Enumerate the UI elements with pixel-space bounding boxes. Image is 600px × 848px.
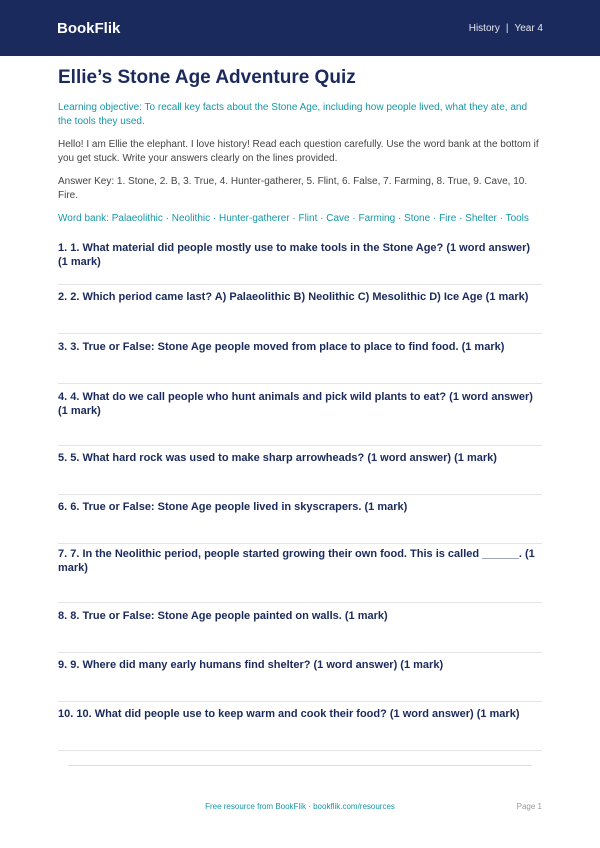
subject-label: History (468, 22, 500, 34)
answer-line[interactable] (58, 750, 542, 751)
intro-paragraph: Hello! I am Ellie the elephant. I love history! Read each question carefully. Use the word bank at the bottom if you get stuck. Write your answers clearly on the lines provided. (58, 139, 539, 164)
question-item (58, 658, 542, 707)
footer-credit[interactable]: Free resource from BookFlik · bookflik.com/resources (205, 802, 395, 811)
question-text: 7. 7. In the Neolithic period, people started growing their own food. This is called ______. (1 mark) (58, 548, 535, 574)
question-item (58, 547, 542, 609)
question-text: 5. 5. What hard rock was used to make sharp arrowheads? (1 word answer) (1 mark) (58, 452, 497, 464)
brand-logo: BookFlik (57, 19, 121, 37)
question-item (58, 451, 542, 500)
answer-line[interactable] (58, 652, 542, 653)
answer-line[interactable] (58, 383, 542, 384)
answer-line[interactable] (58, 543, 542, 544)
question-item (58, 500, 542, 547)
question-text: 3. 3. True or False: Stone Age people moved from place to place to find food. (1 mark) (58, 341, 505, 353)
answer-line[interactable] (58, 445, 542, 446)
page-title: Ellie’s Stone Age Adventure Quiz (58, 67, 356, 88)
question-text: 10. 10. What did people use to keep warm and cook their food? (1 word answer) (1 mark) (58, 708, 520, 720)
question-text: 1. 1. What material did people mostly use to make tools in the Stone Age? (1 word answer) (1 mark) (58, 242, 531, 268)
question-list (58, 241, 542, 754)
worksheet-body (0, 66, 600, 754)
year-label: Year 4 (514, 22, 543, 34)
separator: | (505, 22, 509, 34)
word-bank: Word bank: Palaeolithic · Neolithic · Hunter-gatherer · Flint · Cave · Farming · Stone · Fire · Shelter · Tools (58, 213, 529, 224)
answer-line[interactable] (58, 494, 542, 495)
answer-line[interactable] (58, 602, 542, 603)
question-item (58, 241, 542, 290)
question-item (58, 609, 542, 658)
question-text: 2. 2. Which period came last? A) Palaeolithic B) Neolithic C) Mesolithic D) Ice Age (1 mark) (58, 291, 529, 303)
question-item (58, 707, 542, 754)
question-item (58, 390, 542, 451)
question-text: 4. 4. What do we call people who hunt animals and pick wild plants to eat? (1 word answer) (1 mark) (58, 391, 533, 417)
answer-line[interactable] (58, 284, 542, 285)
answer-key: Answer Key: 1. Stone, 2. B, 3. True, 4. Hunter-gatherer, 5. Flint, 6. False, 7. Farming, 8. True, 9. Cave, 10. Fire. (58, 176, 528, 201)
learning-objective: Learning objective: To recall key facts about the Stone Age, including how people lived, what they ate, and the tools they used. (58, 102, 528, 127)
page-number: Page 1 (516, 802, 542, 811)
question-text: 9. 9. Where did many early humans find shelter? (1 word answer) (1 mark) (58, 659, 444, 671)
question-item (58, 340, 542, 390)
subject-year (469, 23, 543, 34)
question-text: 6. 6. True or False: Stone Age people lived in skyscrapers. (1 mark) (58, 501, 408, 513)
answer-line[interactable] (58, 701, 542, 702)
footer-divider (68, 765, 532, 766)
question-item (58, 290, 542, 340)
answer-line[interactable] (58, 333, 542, 334)
top-banner (0, 0, 600, 56)
question-text: 8. 8. True or False: Stone Age people painted on walls. (1 mark) (58, 610, 388, 622)
